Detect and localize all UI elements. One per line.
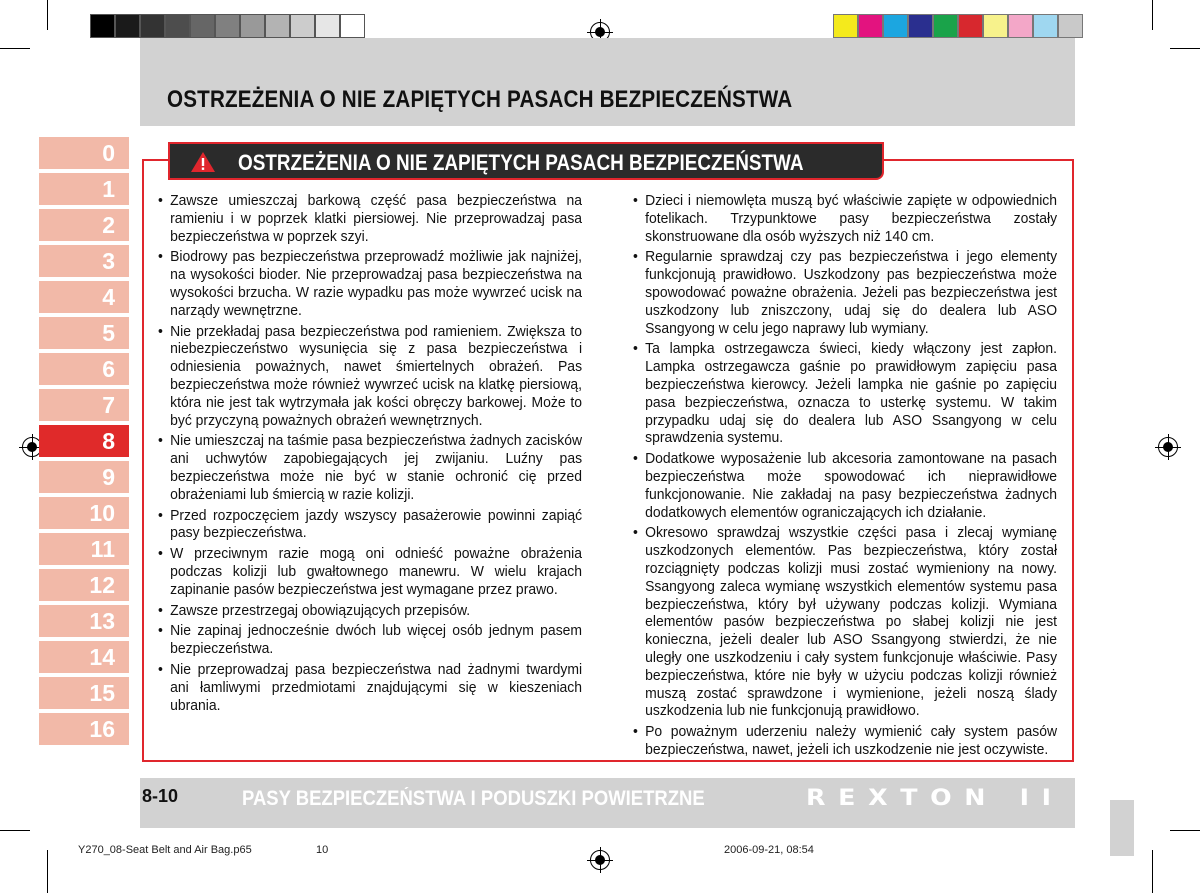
list-item: • Nie umieszczaj na taśmie pasa bezpieczeństwa żadnych zacisków ani uchwytów zapobiegających jej zwijaniu. Luźny pas bezpieczeństwa może nie być w stanie ochronić cię przed obrażeniami lub śmiercią w razie kolizji.	[158, 432, 582, 503]
list-item: • Nie przeprowadzaj pasa bezpieczeństwa nad żadnymi twardymi ani łamliwymi przedmiotami znajdującymi się w kieszeniach ubrania.	[158, 661, 582, 714]
list-item: • Dodatkowe wyposażenie lub akcesoria zamontowane na pasach bezpieczeństwa może spowodować ich nieprawidłowe funkcjonowanie. Nie zakładaj na pasy bezpieczeństwa żadnych dodatkowych elementów ograniczających ich działanie.	[633, 450, 1057, 521]
list-item: • Dzieci i niemowlęta muszą być właściwie zapięte w odpowiednich fotelikach. Trzypunktowe pasy bezpieczeństwa zostały skonstruowane dla osób wyższych niż 140 cm.	[633, 192, 1057, 245]
chapter-tab[interactable]: 5	[39, 317, 129, 349]
chapter-tab[interactable]: 16	[39, 713, 129, 745]
chapter-tab[interactable]: 14	[39, 641, 129, 673]
chapter-tab[interactable]: 2	[39, 209, 129, 241]
page-title: OSTRZEŻENIA O NIE ZAPIĘTYCH PASACH BEZPIECZEŃSTWA	[167, 86, 793, 113]
chapter-tab[interactable]: 13	[39, 605, 129, 637]
grayscale-calibration-bar	[90, 14, 365, 38]
side-gray-block	[1110, 800, 1134, 856]
registration-mark-icon	[1158, 437, 1178, 457]
list-item: • W przeciwnym razie mogą oni odnieść poważne obrażenia podczas kolizji lub gwałtownego manewru. W wielu krajach zapinanie pasów bezpieczeństwa jest wymagane przez prawo.	[158, 545, 582, 598]
list-item: • Przed rozpoczęciem jazdy wszyscy pasażerowie powinni zapiąć pasy bezpieczeństwa.	[158, 507, 582, 543]
crop-mark	[47, 0, 48, 30]
section-title: PASY BEZPIECZEŃSTWA I PODUSZKI POWIETRZNE	[242, 787, 705, 810]
crop-mark	[0, 830, 30, 831]
list-item: • Regularnie sprawdzaj czy pas bezpieczeństwa i jego elementy funkcjonują prawidłowo. Uszkodzony pas bezpieczeństwa może spowodować poważne obrażenia. Jeżeli pas bezpieczeństwa jest uszkodzony lub zniszczony, udaj się do dealera lub ASO Ssangyong w celu jego naprawy lub wymiany.	[633, 248, 1057, 337]
list-item: • Zawsze przestrzegaj obowiązujących przepisów.	[158, 602, 582, 620]
color-calibration-bar	[833, 14, 1083, 38]
slug-date: 2006-09-21, 08:54	[724, 844, 814, 856]
page-number: 8-10	[142, 786, 179, 806]
left-column	[158, 192, 583, 717]
list-item: • Biodrowy pas bezpieczeństwa przeprowadź możliwie jak najniżej, na wysokości bioder. Nie przeprowadzaj pasa bezpieczeństwa na wysokości brzucha. W razie wypadku pas może wywrzeć ucisk na narządy wewnętrzne.	[158, 248, 582, 319]
crop-mark	[47, 850, 48, 893]
chapter-tab[interactable]: 11	[39, 533, 129, 565]
chapter-tab[interactable]: 3	[39, 245, 129, 277]
chapter-tab[interactable]: 10	[39, 497, 129, 529]
chapter-tab[interactable]: 0	[39, 137, 129, 169]
list-item: • Okresowo sprawdzaj wszystkie części pasa i zlecaj wymianę uszkodzonych elementów. Pas bezpieczeństwa, który został rozciągnięty podczas kolizji musi zostać wymieniony na nowy. Ssangyong zaleca wymianę wszystkich elementów systemu pasa bezpieczeństwa, który był używany podczas kolizji. Wymiana elementów pasów bezpieczeństwa po słabej kolizji nie jest konieczna, jeżeli dealer lub ASO Ssangyong stwierdzi, że nie uległy one uszkodzeniu i cały system funkcjonuje właściwie. Pasy bezpieczeństwa, które nie były w użyciu podczas kolizji również muszą zostać sprawdzone i wymienione, jeżeli noszą ślady uszkodzenia lub nie funkcjonują prawidłowo.	[633, 524, 1057, 720]
chapter-tab[interactable]: 7	[39, 389, 129, 421]
list-item: • Po poważnym uderzeniu należy wymienić cały system pasów bezpieczeństwa, nawet, jeżeli ich uszkodzenie nie jest oczywiste.	[633, 723, 1057, 759]
crop-mark	[1152, 0, 1153, 30]
crop-mark	[0, 48, 30, 49]
list-item: • Ta lampka ostrzegawcza świeci, kiedy włączony jest zapłon. Lampka ostrzegawcza gaśnie po prawidłowym zapięciu pasa bezpieczeństwa kierowcy. Jeżeli lampka nie gaśnie po zapięciu pasa bezpieczeństwa, oznacza to usterkę systemu. W takim przypadku udaj się do dealera lub ASO Ssangyong w celu sprawdzenia systemu.	[633, 340, 1057, 447]
chapter-tab[interactable]: 15	[39, 677, 129, 709]
chapter-tabs	[39, 137, 129, 749]
registration-mark-icon	[590, 850, 610, 870]
list-item: • Nie zapinaj jednocześnie dwóch lub więcej osób jednym pasem bezpieczeństwa.	[158, 622, 582, 658]
list-item: • Zawsze umieszczaj barkową część pasa bezpieczeństwa na ramieniu i w poprzek klatki piersiowej. Nie przeprowadzaj pasa bezpieczeństwa w poprzek szyi.	[158, 192, 582, 245]
right-column	[633, 192, 1058, 762]
warning-banner	[168, 142, 884, 180]
chapter-tab[interactable]: 4	[39, 281, 129, 313]
list-item: • Nie przekładaj pasa bezpieczeństwa pod ramieniem. Zwiększa to niebezpieczeństwo wysunięcia się z pasa bezpieczeństwa i odniesienia poważnych, nawet śmiertelnych obrażeń. Pas bezpieczeństwa może również wywrzeć ucisk na klatkę piersiową, która nie jest tak wytrzymała jak kości obręczy barkowej. Może to być przyczyną poważnych obrażeń wewnętrznych.	[158, 323, 582, 430]
chapter-tab-active[interactable]: 8	[39, 425, 129, 457]
warning-title: OSTRZEŻENIA O NIE ZAPIĘTYCH PASACH BEZPIECZEŃSTWA	[238, 150, 804, 175]
crop-mark	[1170, 48, 1200, 49]
crop-mark	[1170, 830, 1200, 831]
chapter-tab[interactable]: 12	[39, 569, 129, 601]
warning-triangle-icon	[190, 151, 216, 173]
chapter-tab[interactable]: 6	[39, 353, 129, 385]
crop-mark	[1152, 850, 1153, 893]
slug-page: 10	[316, 844, 329, 856]
chapter-tab[interactable]: 1	[39, 173, 129, 205]
chapter-tab[interactable]: 9	[39, 461, 129, 493]
rexton-logo: REXTON II	[806, 786, 1064, 811]
slug-filename: Y270_08-Seat Belt and Air Bag.p65	[78, 844, 252, 856]
